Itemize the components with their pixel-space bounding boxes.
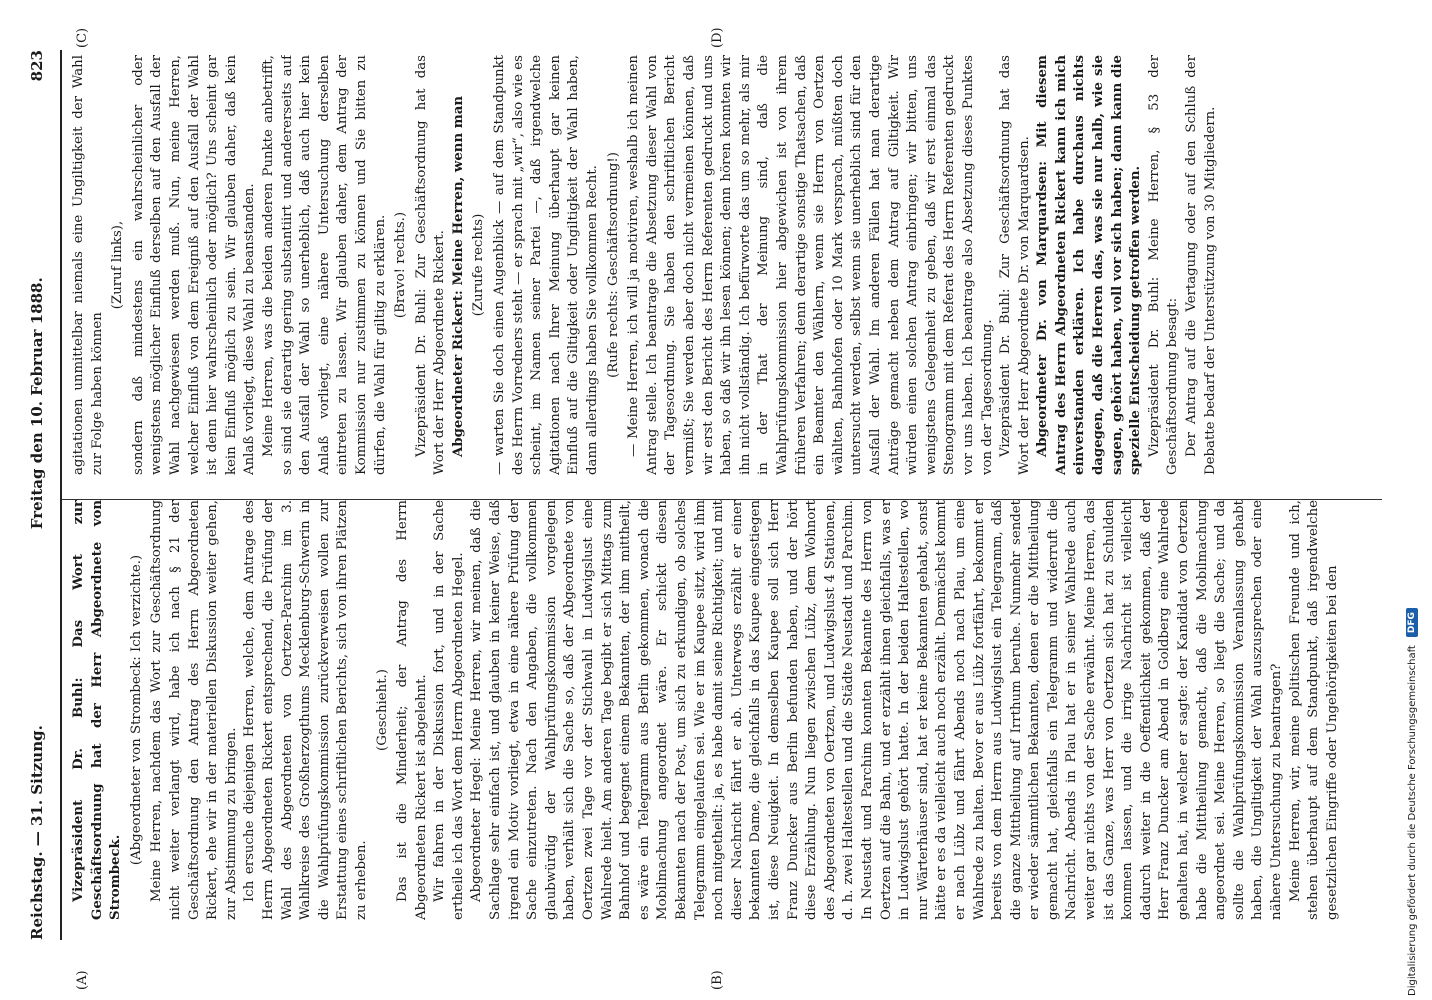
paragraph: Vizepräsident Dr. Buhl: Meine Herren, § 53 der Geschäftsordnung besagt: xyxy=(1146,55,1181,475)
interjection: (Bravo! rechts.) xyxy=(393,211,409,319)
interjection: (Zurufe rechts) xyxy=(471,213,487,317)
paragraph: Abgeordneter Rickert: Meine Herren, wenn man xyxy=(450,95,466,457)
margin-mark-d: (D) xyxy=(710,27,725,48)
margin-mark-a: (A) xyxy=(75,970,90,990)
paragraph: Meine Herren, was die beiden anderen Punkte anbetrifft, so sind sie derartig gering substantiirt und andererseits auf den Ausfall der Wahl so unerheblich, daß auch hier kein Anlaß vorliegt, eine nähere Untersuchung derselben eintreten zu lassen. Wir glauben daher, dem Antrag der Kommission nur zustimmen zu können und Sie bitten zu dürfen, die Wahl für giltig zu erklären. xyxy=(260,55,388,475)
paragraph: Ich ersuche diejenigen Herren, welche, dem Antrage des Herrn Abgeordneten Rickert entsprechend, die Prüfung der Wahl des Abgeordneten von Oertzen-Parchim im 3. Wahlkreise des Großherzogthums Mecklenburg-Schwerin in die Wahlprüfungskommission zurückverweisen wollen zur Erstattung eines schriftlichen Berichts, sich von ihren Plätzen zu erheben. xyxy=(242,500,369,920)
paragraph: Das ist die Minderheit; der Antrag des Herrn Abgeordneten Rickert ist abgelehnt. xyxy=(395,500,429,920)
paragraph: Vizepräsident Dr. Buhl: Zur Geschäftsordnung hat das Wort der Herr Abgeordnete Dr. von Marquardsen. xyxy=(998,55,1032,475)
interjection: (Rufe rechts: Geschäftsordnung!) xyxy=(605,152,621,378)
funding-text: Digitalisierung gefördert durch die Deutsche Forschungsgemeinschaft xyxy=(1406,645,1418,996)
paragraph: Vizepräsident Dr. Buhl: Das Wort zur Geschäftsordnung hat der Herr Abgeordnete von Strombeck. xyxy=(71,500,124,920)
paragraph: Meine Herren, wir, meine politischen Freunde und ich, stehen überhaupt auf dem Standpunkt, daß irgendwelche gesetzlichen Eingriffe oder Ungehörigkeiten bei den xyxy=(1287,500,1340,920)
interjection: (Zuruf links), xyxy=(110,220,126,310)
paragraph: sondern daß mindestens ein wahrscheinlicher oder wenigstens möglicher Einfluß derselben auf den Ausfall der Wahl nachgewiesen werden muß. Nun, meine Herren, welcher Einfluß von dem Ereigniß auf den Ausfall der Wahl ist denn hier wahrscheinlich oder möglich? Uns scheint gar kein Einfluß möglich zu sein. Wir glauben daher, daß kein Anlaß vorliegt, diese Wahl zu beanstanden. xyxy=(130,55,258,475)
right-column xyxy=(70,55,1380,475)
paragraph: Der Antrag auf die Vertagung oder auf den Schluß der Debatte bedarf der Unterstützung von 30 Mitgliedern. xyxy=(1184,55,1218,475)
left-column xyxy=(70,500,1380,920)
paragraph: Vizepräsident Dr. Buhl: Zur Geschäftsordnung hat das Wort der Herr Abgeordnete Rickert. xyxy=(413,55,448,475)
interjection: (Geschieht.) xyxy=(374,669,390,751)
dfg-logo: DFG xyxy=(1406,608,1418,637)
paragraph: Wir fahren in der Diskussion fort, und in der Sache ertheile ich das Wort dem Herrn Abgeordneten Hegel. xyxy=(432,500,466,920)
margin-mark-c: (C) xyxy=(75,27,90,48)
paragraph: — warten Sie doch einen Augenblick — auf dem Standpunkt des Herrn Vorredners steht — er sprach mit „wir“, also wie es scheint, im Namen seiner Partei —, daß irgendwelche Agitationen nach Ihrer Meinung überhaupt gar keinen Einfluß auf die Giltigkeit oder Ungiltigkeit der Wahl haben, dann allerdings haben Sie vollkommen Recht. xyxy=(492,55,601,475)
header-left: Reichstag. — 31. Sitzung. xyxy=(28,725,46,940)
paragraph: — Meine Herren, ich will ja motiviren, weshalb ich meinen Antrag stelle. Ich beantrage die Absetzung dieser Wahl von der Tagesordnung. Sie haben den schriftlichen Bericht vermißt; Sie werden aber doch nicht vermeinen können, daß wir erst den Bericht des Herrn Referenten gedruckt und uns haben, so daß wir ihn lesen können; denn hören konnten wir ihn nicht vollständig. Ich befürworte das um so mehr, als mir in der That der Meinung sind, daß die Wahlprüfungskommission hier abgewichen ist von ihrem früheren Verfahren; denn derartige sonstige Thatsachen, daß ein Beamter den Wählern, wenn sie Herrn von Oertzen wählten, Bahnhofen oder 10 Mark versprach, müßten doch untersucht werden, selbst wenn sie unerheblich sind für den Ausfall der Wahl. Im anderen Fällen hat man derartige Anträge gemacht neben dem Antrag auf Giltigkeit. Wir würden einen solchen Antrag einbringen; wir bitten, uns wenigstens Gelegenheit zu geben, daß wir erst einmal das Stenogramm mit dem Referat des Herrn Referenten gedruckt vor uns haben. Ich beantrage also Absetzung dieses Punktes von der Tagesordnung. xyxy=(626,55,995,475)
paragraph: Abgeordneter Dr. von Marquardsen: Mit diesem Antrag des Herrn Abgeordneten Rickert kann ich mich einverstanden erklären. Ich habe durchaus nichts dagegen, daß die Herren das, was sie nur halb, wie sie sagen, gehört haben, voll vor sich haben; dann kann die spezielle Entscheidung getroffen werden. xyxy=(1035,55,1144,475)
paragraph: Meine Herren, nachdem das Wort zur Geschäftsordnung nicht weiter verlangt wird, habe ich nach § 21 der Geschäftsordnung den Antrag des Herrn Abgeordneten Rickert, ehe wir in der materiellen Diskussion weiter gehen, zur Abstimmung zu bringen. xyxy=(149,500,239,920)
paragraph: agitationen unmittelbar niemals eine Ungiltigkeit der Wahl zur Folge haben können xyxy=(71,55,105,475)
funding-note xyxy=(1392,6,1432,996)
page-number: 823 xyxy=(28,50,46,82)
header-center: Freitag den 10. Februar 1888. xyxy=(28,277,46,530)
margin-mark-b: (B) xyxy=(710,970,725,990)
interjection: (Abgeordneter von Strombeck: Ich verzichte.) xyxy=(128,554,144,866)
paragraph: Abgeordneter Hegel: Meine Herren, wir meinen, daß die Sachlage sehr einfach ist, und glauben in keiner Weise, daß irgend ein Motiv vorliegt, etwa in eine nähere Prüfung der Sache einzutreten. Nach den Angaben, die vollkommen glaubwürdig der Wahlprüfungskommission vorgelegen haben, verhält sich die Sache so, daß der Abgeordnete von Oertzen zwei Tage vor der Stichwahl in Ludwigslust eine Wahlrede hielt. Am anderen Tage begibt er sich Mittags zum Bahnhof und begegnet einem Bekannten, der ihm mittheilt, es wäre ein Telegramm aus Berlin gekommen, wonach die Mobilmachung angeordnet wäre. Er schickt diesen Bekannten nach der Post, um sich zu erkundigen, ob solches Telegramm eingelaufen sei. Wie er im Kaupee sitzt, wird ihm noch mitgetheilt: ja, es habe damit seine Richtigkeit; und mit dieser Nachricht fährt er ab. Unterwegs erzählt er einer bekannten Dame, die gleichfalls in das Kaupee eingestiegen ist, diese Neuigkeit. In demselben Kaupee soll sich Herr Franz Duncker aus Berlin befunden haben, und der hört diese Erzählung. Nun liegen zwischen Lübz, dem Wohnort des Abgeordneten von Oertzen, und Ludwigslust 4 Stationen, d. h. zwei Haltestellen und die Städte Neustadt und Parchim. In Neustadt und Parchim konnten Bekannte des Herrn von Oertzen auf die Bahn, und er erzählt ihnen gleichfalls, was er in Ludwigslust gehört hatte. In der beiden Haltestellen, wo nur Wärterhäuser sind, hat er keine Bekannten gehabt, sonst hätte er es da vielleicht auch noch erzählt. Demnächst kommt er nach Lübz und fährt Abends noch nach Plau, um eine Wahlrede zu halten. Bevor er aus Lübz fortfährt, bekommt er bereits von dem Herrn aus Ludwigslust ein Telegramm, daß die ganze Mittheilung auf Irrthum beruhe. Nunmehr sendet er wieder sämmtlichen Bekannten, denen er die Mittheilung gemacht hat, gleichfalls ein Telegramm und widerruft die Nachricht. Abends in Plau hat er in seiner Wahlrede auch weiter gar nichts von der Sache erwähnt. Meine Herren, das ist das Ganze, was Herr von Oertzen sich hat zu Schulden kommen lassen, und die irrige Nachricht ist vielleicht dadurch weiter in die Oeffentlichkeit gekommen, daß der Herr Franz Duncker am Abend in Goldberg eine Wahlrede gehalten hat, in welcher er sagte: der Kandidat von Oertzen habe die Mittheilung gemacht, daß die Mobilmachung angeordnet sei. Meine Herren, so liegt die Sache; und da sollte die Wahlprüfungskommission Veranlassung gehabt haben, die Ungiltigkeit der Wahl auszusprechen oder eine nähere Untersuchung zu beantragen? xyxy=(469,500,1284,920)
running-header xyxy=(22,50,52,940)
header-rule xyxy=(60,50,62,940)
